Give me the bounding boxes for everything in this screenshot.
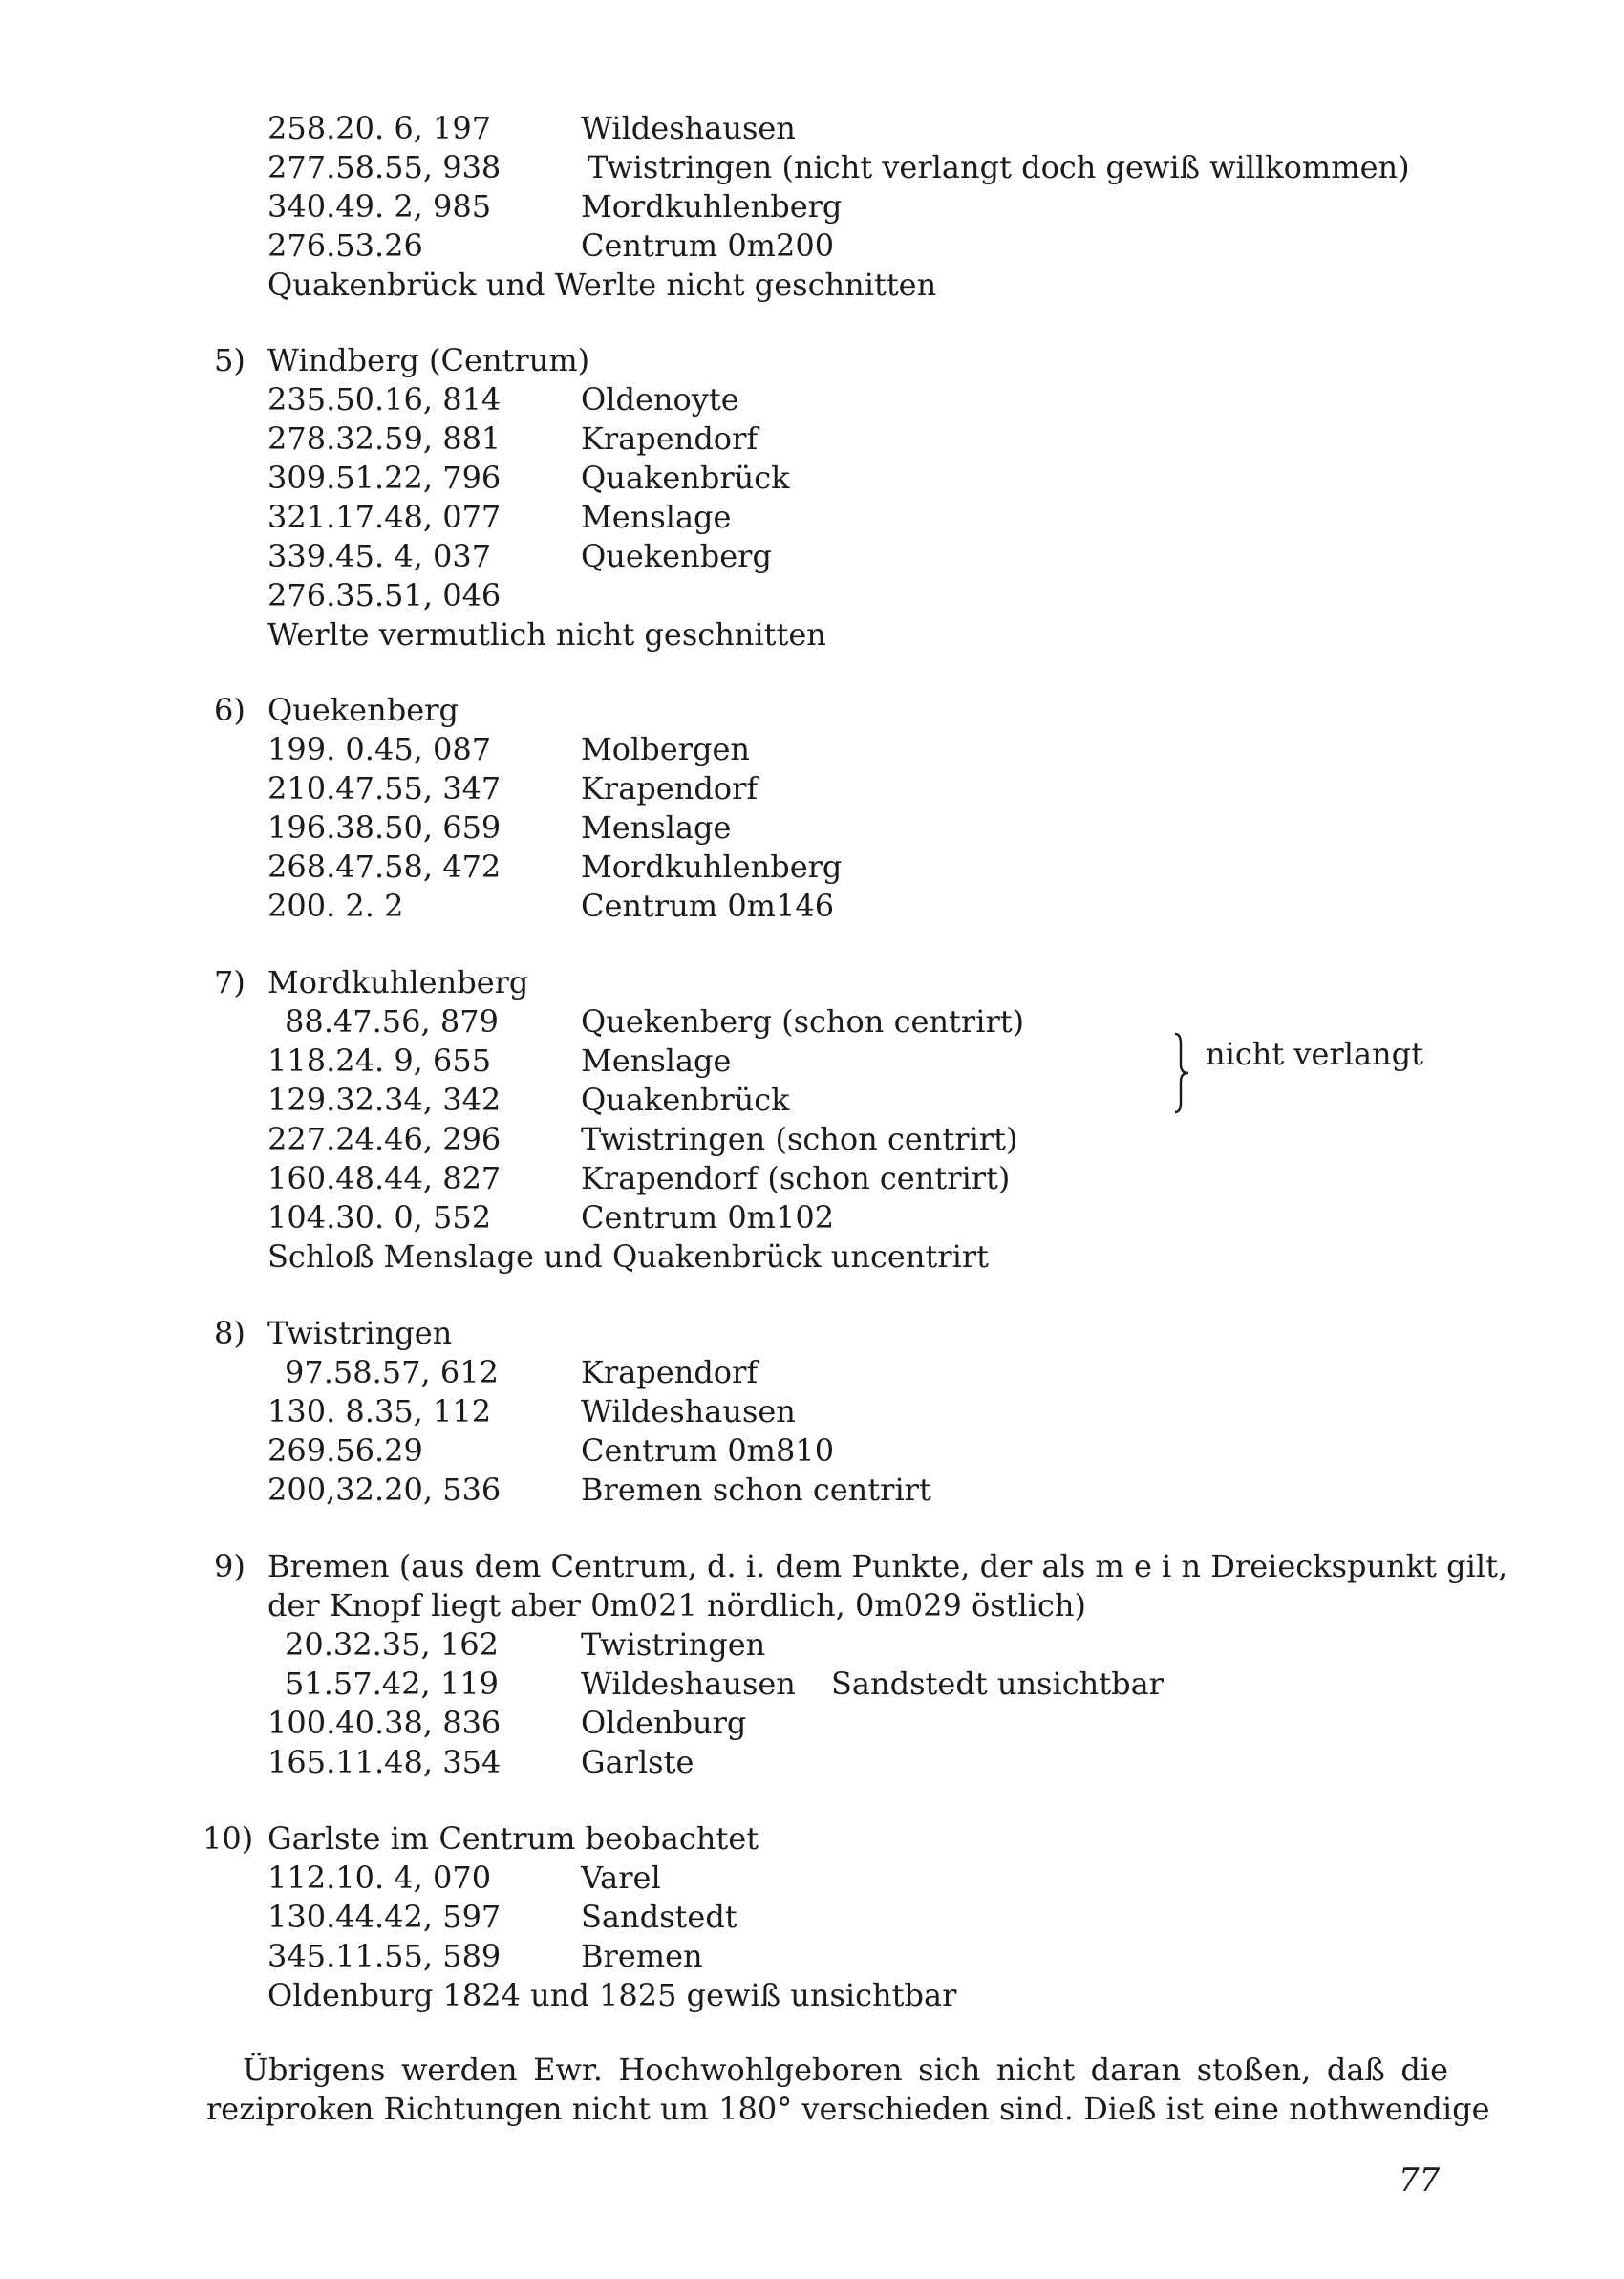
s9-place-3: Oldenburg [581, 1705, 747, 1741]
s7-place-4: Twistringen (schon centrirt) [581, 1121, 1018, 1157]
section-10-title: Garlste im Centrum beobachtet [267, 1820, 759, 1857]
s6-place-1: Molbergen [581, 731, 751, 767]
closing-paragraph-line-2: reziproken Richtungen nicht um 180° verschieden sind. Dieß ist eine nothwendige [206, 2091, 1490, 2127]
section-9-title-line-2: der Knopf liegt aber 0m021 nördlich, 0m029 östlich) [267, 1587, 1086, 1623]
s7-note: Schloß Menslage und Quakenbrück uncentrirt [267, 1238, 989, 1275]
section-8-number: 8) [214, 1315, 246, 1351]
section-5-title: Windberg (Centrum) [267, 342, 590, 378]
intro-place-3: Mordkuhlenberg [581, 188, 843, 225]
s10-place-2: Sandstedt [581, 1899, 737, 1935]
s7-measure-5: 160.48.44, 827 [267, 1160, 502, 1196]
s8-measure-3: 269.56.29 [267, 1432, 423, 1469]
s9-measure-1: 20.32.35, 162 [285, 1626, 499, 1663]
s7-measure-4: 227.24.46, 296 [267, 1121, 502, 1157]
s8-measure-4: 200,32.20, 536 [267, 1472, 502, 1508]
s6-measure-5: 200. 2. 2 [267, 888, 404, 924]
s6-measure-1: 199. 0.45, 087 [267, 731, 492, 767]
s9-measure-3: 100.40.38, 836 [267, 1705, 502, 1741]
s5-measure-2: 278.32.59, 881 [267, 420, 502, 457]
s6-measure-2: 210.47.55, 347 [267, 770, 502, 806]
section-5-number: 5) [214, 342, 246, 378]
s8-measure-1: 97.58.57, 612 [285, 1354, 499, 1390]
bracket-label: nicht verlangt [1206, 1036, 1423, 1072]
s7-measure-3: 129.32.34, 342 [267, 1082, 502, 1118]
section-9-title-line-1: Bremen (aus dem Centrum, d. i. dem Punkte, der als m e i n Dreieckspunkt gilt, [267, 1548, 1508, 1584]
s6-measure-3: 196.38.50, 659 [267, 809, 502, 846]
s6-measure-4: 268.47.58, 472 [267, 849, 502, 885]
s10-measure-1: 112.10. 4, 070 [267, 1860, 492, 1896]
page-number: 77 [1399, 2161, 1441, 2200]
section-7-number: 7) [214, 964, 246, 1000]
intro-measure-3: 340.49. 2, 985 [267, 188, 492, 225]
section-6-title: Quekenberg [267, 692, 459, 728]
s7-measure-2: 118.24. 9, 655 [267, 1043, 492, 1079]
s10-measure-3: 345.11.55, 589 [267, 1938, 502, 1974]
section-6-number: 6) [214, 692, 246, 728]
intro-place-1: Wildeshausen [581, 110, 796, 146]
s9-place-4: Garlste [581, 1744, 694, 1780]
section-8-title: Twistringen [267, 1315, 453, 1351]
s9-place-2: Wildeshausen [581, 1666, 796, 1702]
s5-place-4: Menslage [581, 499, 732, 535]
s5-measure-5: 339.45. 4, 037 [267, 538, 492, 574]
s5-place-2: Krapendorf [581, 420, 759, 457]
s5-place-5: Quekenberg [581, 538, 772, 574]
s6-place-2: Krapendorf [581, 770, 759, 806]
s8-place-1: Krapendorf [581, 1354, 759, 1390]
intro-measure-2: 277.58.55, 938 [267, 149, 502, 185]
intro-measure-4: 276.53.26 [267, 227, 423, 264]
s5-measure-6: 276.35.51, 046 [267, 577, 502, 613]
s6-place-3: Menslage [581, 809, 732, 846]
s5-measure-1: 235.50.16, 814 [267, 381, 502, 418]
s5-note: Werlte vermutlich nicht geschnitten [267, 616, 826, 653]
intro-measure-1: 258.20. 6, 197 [267, 110, 492, 146]
s6-place-5: Centrum 0m146 [581, 888, 835, 924]
s9-measure-4: 165.11.48, 354 [267, 1744, 502, 1780]
intro-note: Quakenbrück und Werlte nicht geschnitten [267, 267, 937, 303]
s8-place-3: Centrum 0m810 [581, 1432, 835, 1469]
closing-paragraph-line-1: Übrigens werden Ewr. Hochwohlgeboren sich nicht daran stoßen, daß die [243, 2052, 1448, 2088]
section-10-number: 10) [203, 1820, 254, 1857]
s8-place-2: Wildeshausen [581, 1393, 796, 1430]
curly-brace-icon [1167, 1030, 1196, 1116]
s7-place-3: Quakenbrück [581, 1082, 790, 1118]
s9-measure-2: 51.57.42, 119 [285, 1666, 499, 1702]
s5-place-3: Quakenbrück [581, 460, 790, 496]
s7-place-2: Menslage [581, 1043, 732, 1079]
s10-note: Oldenburg 1824 und 1825 gewiß unsichtbar [267, 1977, 957, 2013]
s5-place-1: Oldenoyte [581, 381, 739, 418]
s7-measure-1: 88.47.56, 879 [285, 1003, 499, 1040]
section-7-title: Mordkuhlenberg [267, 964, 529, 1000]
section-9-number: 9) [214, 1548, 246, 1584]
s8-place-4: Bremen schon centrirt [581, 1472, 931, 1508]
s7-measure-6: 104.30. 0, 552 [267, 1199, 492, 1236]
s9-extra-note: Sandstedt unsichtbar [831, 1666, 1164, 1702]
s6-place-4: Mordkuhlenberg [581, 849, 843, 885]
s10-measure-2: 130.44.42, 597 [267, 1899, 502, 1935]
s7-place-5: Krapendorf (schon centrirt) [581, 1160, 1011, 1196]
intro-place-4: Centrum 0m200 [581, 227, 835, 264]
s7-place-6: Centrum 0m102 [581, 1199, 835, 1236]
s8-measure-2: 130. 8.35, 112 [267, 1393, 492, 1430]
s10-place-3: Bremen [581, 1938, 703, 1974]
s7-place-1: Quekenberg (schon centrirt) [581, 1003, 1025, 1040]
s9-place-1: Twistringen [581, 1626, 766, 1663]
intro-place-2: Twistringen (nicht verlangt doch gewiß willkommen) [588, 149, 1410, 185]
s10-place-1: Varel [581, 1860, 661, 1896]
s5-measure-3: 309.51.22, 796 [267, 460, 502, 496]
s5-measure-4: 321.17.48, 077 [267, 499, 502, 535]
